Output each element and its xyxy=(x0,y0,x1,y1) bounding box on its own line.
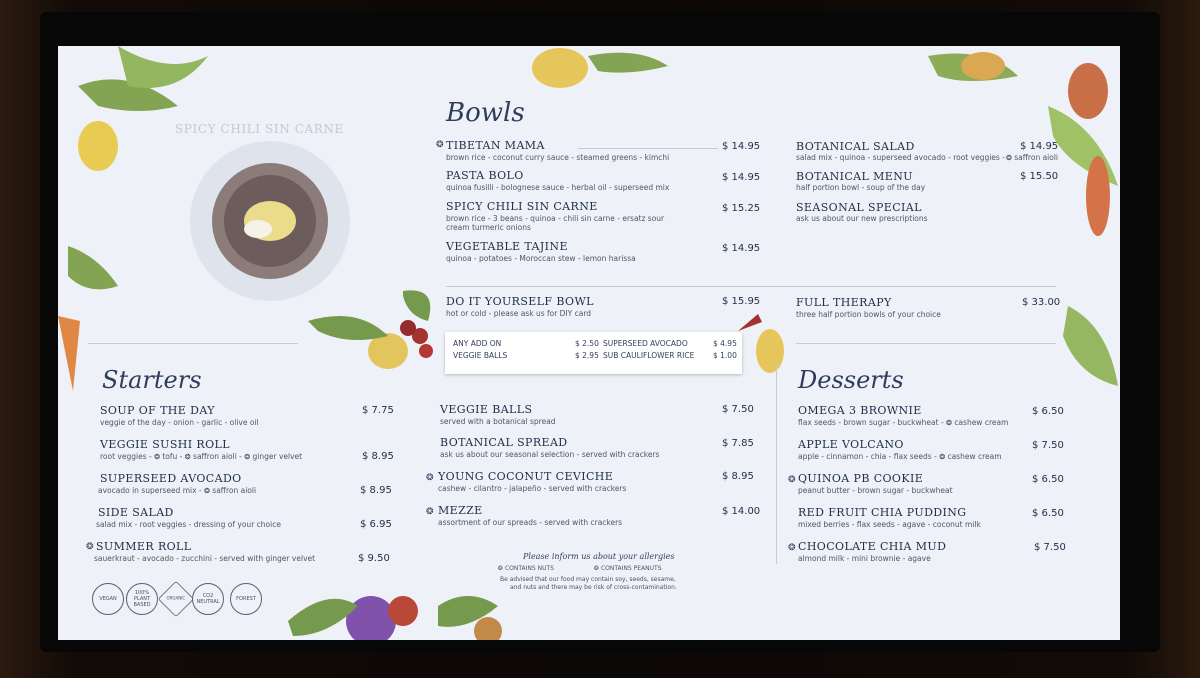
desserts-heading: Desserts xyxy=(798,366,904,394)
allergy-legend-peanuts-text: CONTAINS PEANUTS xyxy=(600,565,662,572)
bowl-seasonal-special-name: SEASONAL SPECIAL xyxy=(796,201,922,214)
starter-summer-roll-price: $ 9.50 xyxy=(358,553,390,564)
divider xyxy=(88,343,298,344)
addon-veggie-balls-price: $ 2.95 xyxy=(575,351,599,360)
dessert-chia-mud-desc: almond milk - mini brownie - agave xyxy=(798,554,931,563)
peanut-icon: ❂ xyxy=(426,507,434,517)
starter-soup-desc: veggie of the day - onion - garlic - olive oil xyxy=(100,418,259,427)
starter-superseed-desc-b: saffron aioli xyxy=(212,486,257,495)
dessert-chia-mud-price: $ 7.50 xyxy=(1034,542,1066,553)
allergy-legend-nuts xyxy=(498,565,554,572)
badge-plant-based: 100% PLANT BASED xyxy=(126,583,158,615)
bowl-full-therapy-desc: three half portion bowls of your choice xyxy=(796,310,941,319)
peanut-icon: ❂ xyxy=(939,453,946,461)
starter-veggie-balls-price: $ 7.50 xyxy=(722,404,754,415)
starter-mezze-price: $ 14.00 xyxy=(722,506,761,517)
divider xyxy=(446,286,1056,287)
allergy-legend-nuts-text: CONTAINS NUTS xyxy=(504,565,554,572)
addon-superseed-label: SUPERSEED AVOCADO xyxy=(603,339,688,348)
starter-mezze-desc: assortment of our spreads - served with crackers xyxy=(438,518,623,527)
dessert-pb-cookie-desc: peanut butter - brown sugar - buckwheat xyxy=(798,486,953,495)
starter-sushi-name: VEGGIE SUSHI ROLL xyxy=(100,438,230,451)
starter-sushi-price: $ 8.95 xyxy=(362,451,394,462)
addon-any-price: $ 2.50 xyxy=(575,339,599,348)
dessert-chia-pudding-price: $ 6.50 xyxy=(1032,508,1064,519)
bowl-diy-desc: hot or cold - please ask us for DIY card xyxy=(446,309,592,318)
starter-superseed-desc-a: avocado in superseed mix - xyxy=(98,486,202,495)
badge-forest: FOREST xyxy=(230,583,262,615)
dotted-leader xyxy=(578,148,718,149)
bowl-tibetan-mama-name: TIBETAN MAMA xyxy=(446,139,545,152)
nut-icon: ❂ xyxy=(436,140,444,150)
dessert-pb-cookie-name: QUINOA PB COOKIE xyxy=(798,472,924,485)
bowl-botanical-menu-desc: half portion bowl - soup of the day xyxy=(796,183,926,192)
bowl-tibetan-mama-price: $ 14.95 xyxy=(722,141,761,152)
bowl-spicy-chili-desc-2: cream turmeric onions xyxy=(446,223,531,232)
dessert-brownie-desc-a: flax seeds - brown sugar - buckwheat - xyxy=(798,418,944,427)
bowl-botanical-salad-desc-tail xyxy=(1006,153,1058,162)
allergy-legend-peanuts xyxy=(594,565,662,572)
bowl-diy-price: $ 15.95 xyxy=(722,296,761,307)
addon-any-label: ANY ADD ON xyxy=(453,339,502,348)
starter-superseed-desc xyxy=(98,486,256,495)
dessert-brownie-desc-b: cashew cream xyxy=(954,418,1009,427)
starter-sushi-desc xyxy=(100,452,302,461)
bowl-botanical-menu-name: BOTANICAL MENU xyxy=(796,170,913,183)
addon-cauliflower-price: $ 1.00 xyxy=(713,351,737,360)
dessert-chia-mud-name: CHOCOLATE CHIA MUD xyxy=(798,540,947,553)
starter-summer-roll-name: SUMMER ROLL xyxy=(96,540,192,553)
allergy-note-1: Be advised that our food may contain soy, seeds, sesame, xyxy=(500,576,676,583)
bowl-spicy-chili-desc: brown rice - 3 beans - quinoa - chili sin carne - ersatz sour xyxy=(446,214,665,223)
starter-ceviche-desc: cashew - cilantro - jalapeño - served with crackers xyxy=(438,484,627,493)
bowl-full-therapy-price: $ 33.00 xyxy=(1022,297,1061,308)
addon-superseed-price: $ 4.95 xyxy=(713,339,737,348)
dessert-apple-volcano-desc-a: apple - cinnamon - chia - flax seeds - xyxy=(798,452,937,461)
starter-superseed-price: $ 8.95 xyxy=(360,485,392,496)
bowl-vegetable-tajine-name: VEGETABLE TAJINE xyxy=(446,240,568,253)
dessert-brownie-desc xyxy=(798,418,1008,427)
peanut-icon: ❂ xyxy=(1006,154,1012,162)
starter-veggie-balls-name: VEGGIE BALLS xyxy=(440,403,533,416)
peanut-icon: ❂ xyxy=(426,473,434,483)
bowl-pasta-bolo-name: PASTA BOLO xyxy=(446,169,524,182)
starter-summer-roll-desc: sauerkraut - avocado - zucchini - served with ginger velvet xyxy=(94,554,316,563)
bowl-pasta-bolo-desc: quinoa fusilli - bolognese sauce - herbal oil - superseed mix xyxy=(446,183,670,192)
starter-sushi-desc-c: saffron aioli - xyxy=(193,452,242,461)
bowl-pasta-bolo-price: $ 14.95 xyxy=(722,172,761,183)
peanut-icon: ❂ xyxy=(244,453,251,461)
peanut-icon: ❂ xyxy=(154,453,160,461)
nut-icon: ❂ xyxy=(788,475,796,485)
starter-soup-name: SOUP OF THE DAY xyxy=(100,404,215,417)
dessert-apple-volcano-price: $ 7.50 xyxy=(1032,440,1064,451)
bowl-vegetable-tajine-price: $ 14.95 xyxy=(722,243,761,254)
starter-sushi-desc-b: tofu - xyxy=(162,452,183,461)
starter-ceviche-price: $ 8.95 xyxy=(722,471,754,482)
dessert-chia-pudding-desc: mixed berries - flax seeds - agave - coconut milk xyxy=(798,520,981,529)
peanut-icon: ❂ xyxy=(204,487,210,495)
menu-screen xyxy=(58,46,1120,640)
starter-sushi-desc-a: root veggies - xyxy=(100,452,152,461)
starter-botanical-spread-desc: ask us about our seasonal selection - served with crackers xyxy=(440,450,660,459)
bowl-diy-name: DO IT YOURSELF BOWL xyxy=(446,295,594,308)
dessert-apple-volcano-desc-b: cashew cream xyxy=(947,452,1002,461)
bowl-botanical-salad-desc: salad mix - quinoa - superseed avocado - root veggies - xyxy=(796,153,1005,162)
badge-co2-neutral: CO2 NEUTRAL xyxy=(192,583,224,615)
starter-side-salad-name: SIDE SALAD xyxy=(98,506,174,519)
nut-icon: ❂ xyxy=(498,565,504,572)
starter-soup-price: $ 7.75 xyxy=(362,405,394,416)
bowl-botanical-salad-price: $ 14.95 xyxy=(1020,141,1059,152)
bowl-botanical-menu-price: $ 15.50 xyxy=(1020,171,1059,182)
starter-ceviche-name: YOUNG COCONUT CEVICHE xyxy=(438,470,614,483)
addon-veggie-balls-label: VEGGIE BALLS xyxy=(453,351,508,360)
allergy-title: Please inform us about your allergies xyxy=(523,552,675,561)
starter-superseed-name: SUPERSEED AVOCADO xyxy=(100,472,242,485)
dessert-pb-cookie-price: $ 6.50 xyxy=(1032,474,1064,485)
dessert-chia-pudding-name: RED FRUIT CHIA PUDDING xyxy=(798,506,967,519)
bowls-heading: Bowls xyxy=(446,98,525,128)
allergy-note-2: and nuts and there may be risk of cross-contamination. xyxy=(510,584,677,591)
dessert-brownie-price: $ 6.50 xyxy=(1032,406,1064,417)
column-divider xyxy=(776,364,777,564)
starters-heading: Starters xyxy=(102,366,202,394)
peanut-icon: ❂ xyxy=(594,565,600,572)
peanut-icon: ❂ xyxy=(86,542,94,552)
starter-mezze-name: MEZZE xyxy=(438,504,483,517)
peanut-icon: ❂ xyxy=(184,453,191,461)
starter-botanical-spread-name: BOTANICAL SPREAD xyxy=(440,436,568,449)
dessert-brownie-name: OMEGA 3 BROWNIE xyxy=(798,404,922,417)
bowl-tibetan-mama-desc: brown rice - coconut curry sauce - steamed greens - kimchi xyxy=(446,153,670,162)
feature-dish-title: SPICY CHILI SIN CARNE xyxy=(175,122,344,136)
dessert-apple-volcano-name: APPLE VOLCANO xyxy=(798,438,904,451)
bowl-spicy-chili-name: SPICY CHILI SIN CARNE xyxy=(446,200,598,213)
bowl-full-therapy-name: FULL THERAPY xyxy=(796,296,892,309)
bowl-seasonal-special-desc: ask us about our new prescriptions xyxy=(796,214,928,223)
peanut-icon: ❂ xyxy=(946,419,952,427)
divider xyxy=(796,343,1056,344)
badge-organic-text: ORGANIC xyxy=(166,596,186,602)
bowl-botanical-salad-name: BOTANICAL SALAD xyxy=(796,140,915,153)
badge-vegan: VEGAN xyxy=(92,583,124,615)
starter-sushi-desc-d: ginger velvet xyxy=(252,452,303,461)
starter-side-salad-desc: salad mix - root veggies - dressing of your choice xyxy=(96,520,281,529)
bowl-spicy-chili-price: $ 15.25 xyxy=(722,203,761,214)
starter-side-salad-price: $ 6.95 xyxy=(360,519,392,530)
starter-veggie-balls-desc: served with a botanical spread xyxy=(440,417,556,426)
starter-botanical-spread-price: $ 7.85 xyxy=(722,438,754,449)
bowl-botanical-salad-desc-tail-text: saffron aioli xyxy=(1014,153,1059,162)
bowl-vegetable-tajine-desc: quinoa - potatoes - Moroccan stew - lemon harissa xyxy=(446,254,636,263)
dessert-apple-volcano-desc xyxy=(798,452,1002,461)
peanut-icon: ❂ xyxy=(788,543,796,553)
addon-box xyxy=(445,332,742,374)
addon-cauliflower-label: SUB CAULIFLOWER RICE xyxy=(603,351,695,360)
